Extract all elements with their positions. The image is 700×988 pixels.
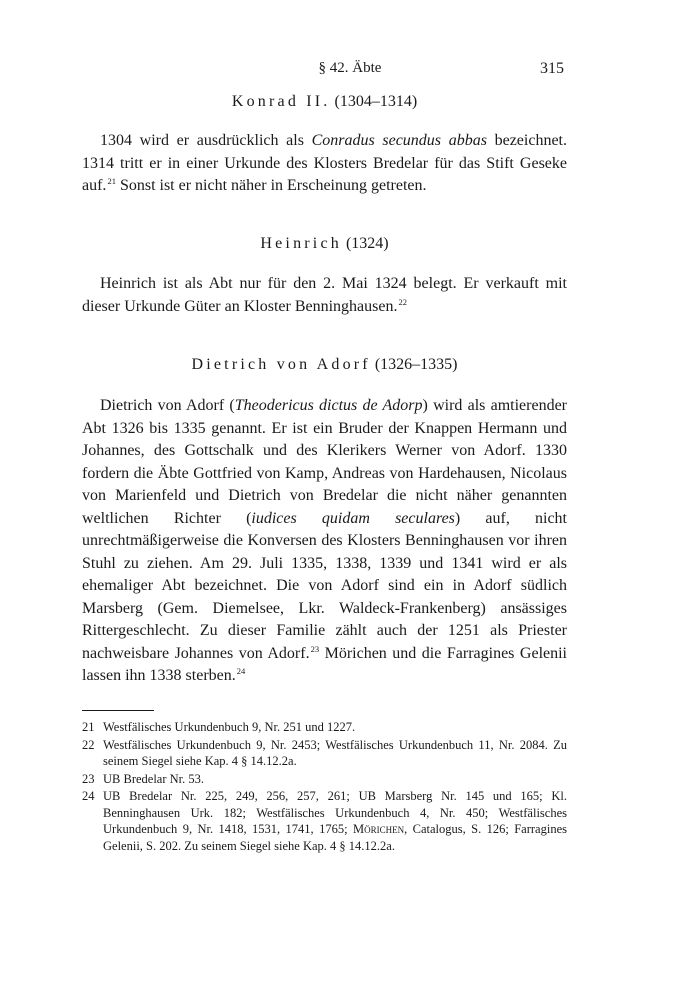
- text-run: 1304 wird er ausdrücklich als: [100, 132, 312, 149]
- author-name: Mörichen: [352, 822, 405, 836]
- footnote-number: 22: [82, 737, 95, 752]
- latin-phrase: Theodericus dictus de Adorp: [234, 397, 423, 414]
- heading-name: Heinrich: [260, 235, 342, 252]
- text-run: UB Bredelar Nr. 225, 249, 256, 257, 261; UB Marsberg Nr. 145 und 165; Kl. Benninghausen Urk. 182; Westfälisches Urkundenbuch 4, Nr. 450; Westfälisches Urkundenbuch 9, Nr. 1418, 1531, 1741, 1765;: [103, 789, 567, 836]
- text-run: ) auf, nicht unrechtmäßigerweise die Konversen des Klosters Benninghausen vor ihren Stuhl zu ziehen. Am 29. Juli 1335, 1338, 1339 und 1341 wird er als ehemaliger Abt bezeichnet. Die von Adorf sind ein in Adorf südlich Marsberg (Gem. Diemelsee, Lkr. Waldeck-Frankenberg) ansässiges Rittergeschlecht. Zu dieser Familie zählt auch der 1251 als Priester nachweisbare Johannes von Adorf.: [82, 509, 567, 662]
- section-heading-dietrich: [82, 356, 567, 374]
- text-run: bezeichnet. 1314 tritt er in einer Urkunde des Klosters Bredelar für das Stift Geseke auf.: [82, 132, 567, 194]
- text-run: UB Bredelar Nr. 53.: [103, 771, 205, 786]
- heading-dates: (1324): [345, 235, 389, 252]
- paragraph: [82, 395, 567, 688]
- heading-dates: (1304–1314): [334, 93, 418, 110]
- footnote: [82, 771, 567, 788]
- heading-name: Dietrich von Adorf: [191, 356, 371, 373]
- heading-dates: (1326–1335): [374, 356, 458, 373]
- footnote-text: [103, 788, 567, 854]
- footnote-text: [103, 719, 567, 736]
- footnote: [82, 719, 567, 736]
- paragraph: [82, 273, 567, 318]
- footnote: [82, 737, 567, 770]
- text-run: Mörichen und die Farragines Gelenii lassen ihn 1338 sterben.: [82, 644, 568, 684]
- section-heading-heinrich: [82, 235, 567, 253]
- section-body-konrad: [82, 130, 567, 198]
- footnotes: [82, 719, 567, 855]
- footnote-ref: 22: [398, 296, 407, 307]
- footnote: [82, 788, 567, 854]
- text-run: Dietrich von Adorf (: [100, 397, 235, 414]
- latin-phrase: Conradus secundus abbas: [311, 132, 487, 149]
- heading-name: Konrad II.: [231, 93, 331, 110]
- text-run: Westfälisches Urkundenbuch 9, Nr. 251 und 1227.: [103, 720, 356, 734]
- text-run: , Catalogus, S. 126; Farragines Gelenii, S. 202. Zu seinem Siegel siehe Kap. 4 § 14.12.2a.: [103, 822, 567, 853]
- text-run: Heinrich ist als Abt nur für den 2. Mai 1324 belegt. Er verkauft mit dieser Urkunde Güter an Kloster Benninghausen.: [82, 275, 567, 315]
- latin-phrase: iudices quidam seculares: [251, 509, 455, 527]
- running-head-title: § 42. Äbte: [318, 60, 382, 76]
- paragraph: [82, 130, 567, 198]
- footnote-ref: 21: [107, 176, 116, 186]
- page-number: 315: [540, 60, 564, 77]
- footnote-ref: 23: [310, 643, 320, 654]
- footnote-text: [103, 771, 567, 788]
- footnote-number: 21: [82, 720, 95, 734]
- text-run: Sonst ist er nicht näher in Erscheinung getreten.: [115, 177, 427, 194]
- text-run: ) wird als amtierender Abt 1326 bis 1335 genannt. Er ist ein Bruder der Knappen Hermann und Johannes, des Gottschalk und des Klerikers Werner von Adorf. 1330 fordern die Äbte Gottfried von Kamp, Andreas von Hardehausen, Nicolaus von Marienfeld und Dietrich von Bredelar die nicht näher genannten weltlichen Richter (: [82, 397, 568, 527]
- footnote-number: 24: [82, 789, 95, 803]
- footnote-text: [103, 737, 567, 770]
- section-heading-konrad: [82, 93, 567, 111]
- footnote-divider: [82, 710, 154, 711]
- section-body-heinrich: [82, 273, 567, 318]
- section-body-dietrich: [82, 395, 567, 688]
- text-run: Westfälisches Urkundenbuch 9, Nr. 2453; Westfälisches Urkundenbuch 11, Nr. 2084. Zu seinem Siegel siehe Kap. 4 § 14.12.2a.: [103, 737, 567, 768]
- running-head: [0, 60, 700, 82]
- footnote-ref: 24: [236, 666, 246, 676]
- footnote-number: 23: [82, 771, 95, 786]
